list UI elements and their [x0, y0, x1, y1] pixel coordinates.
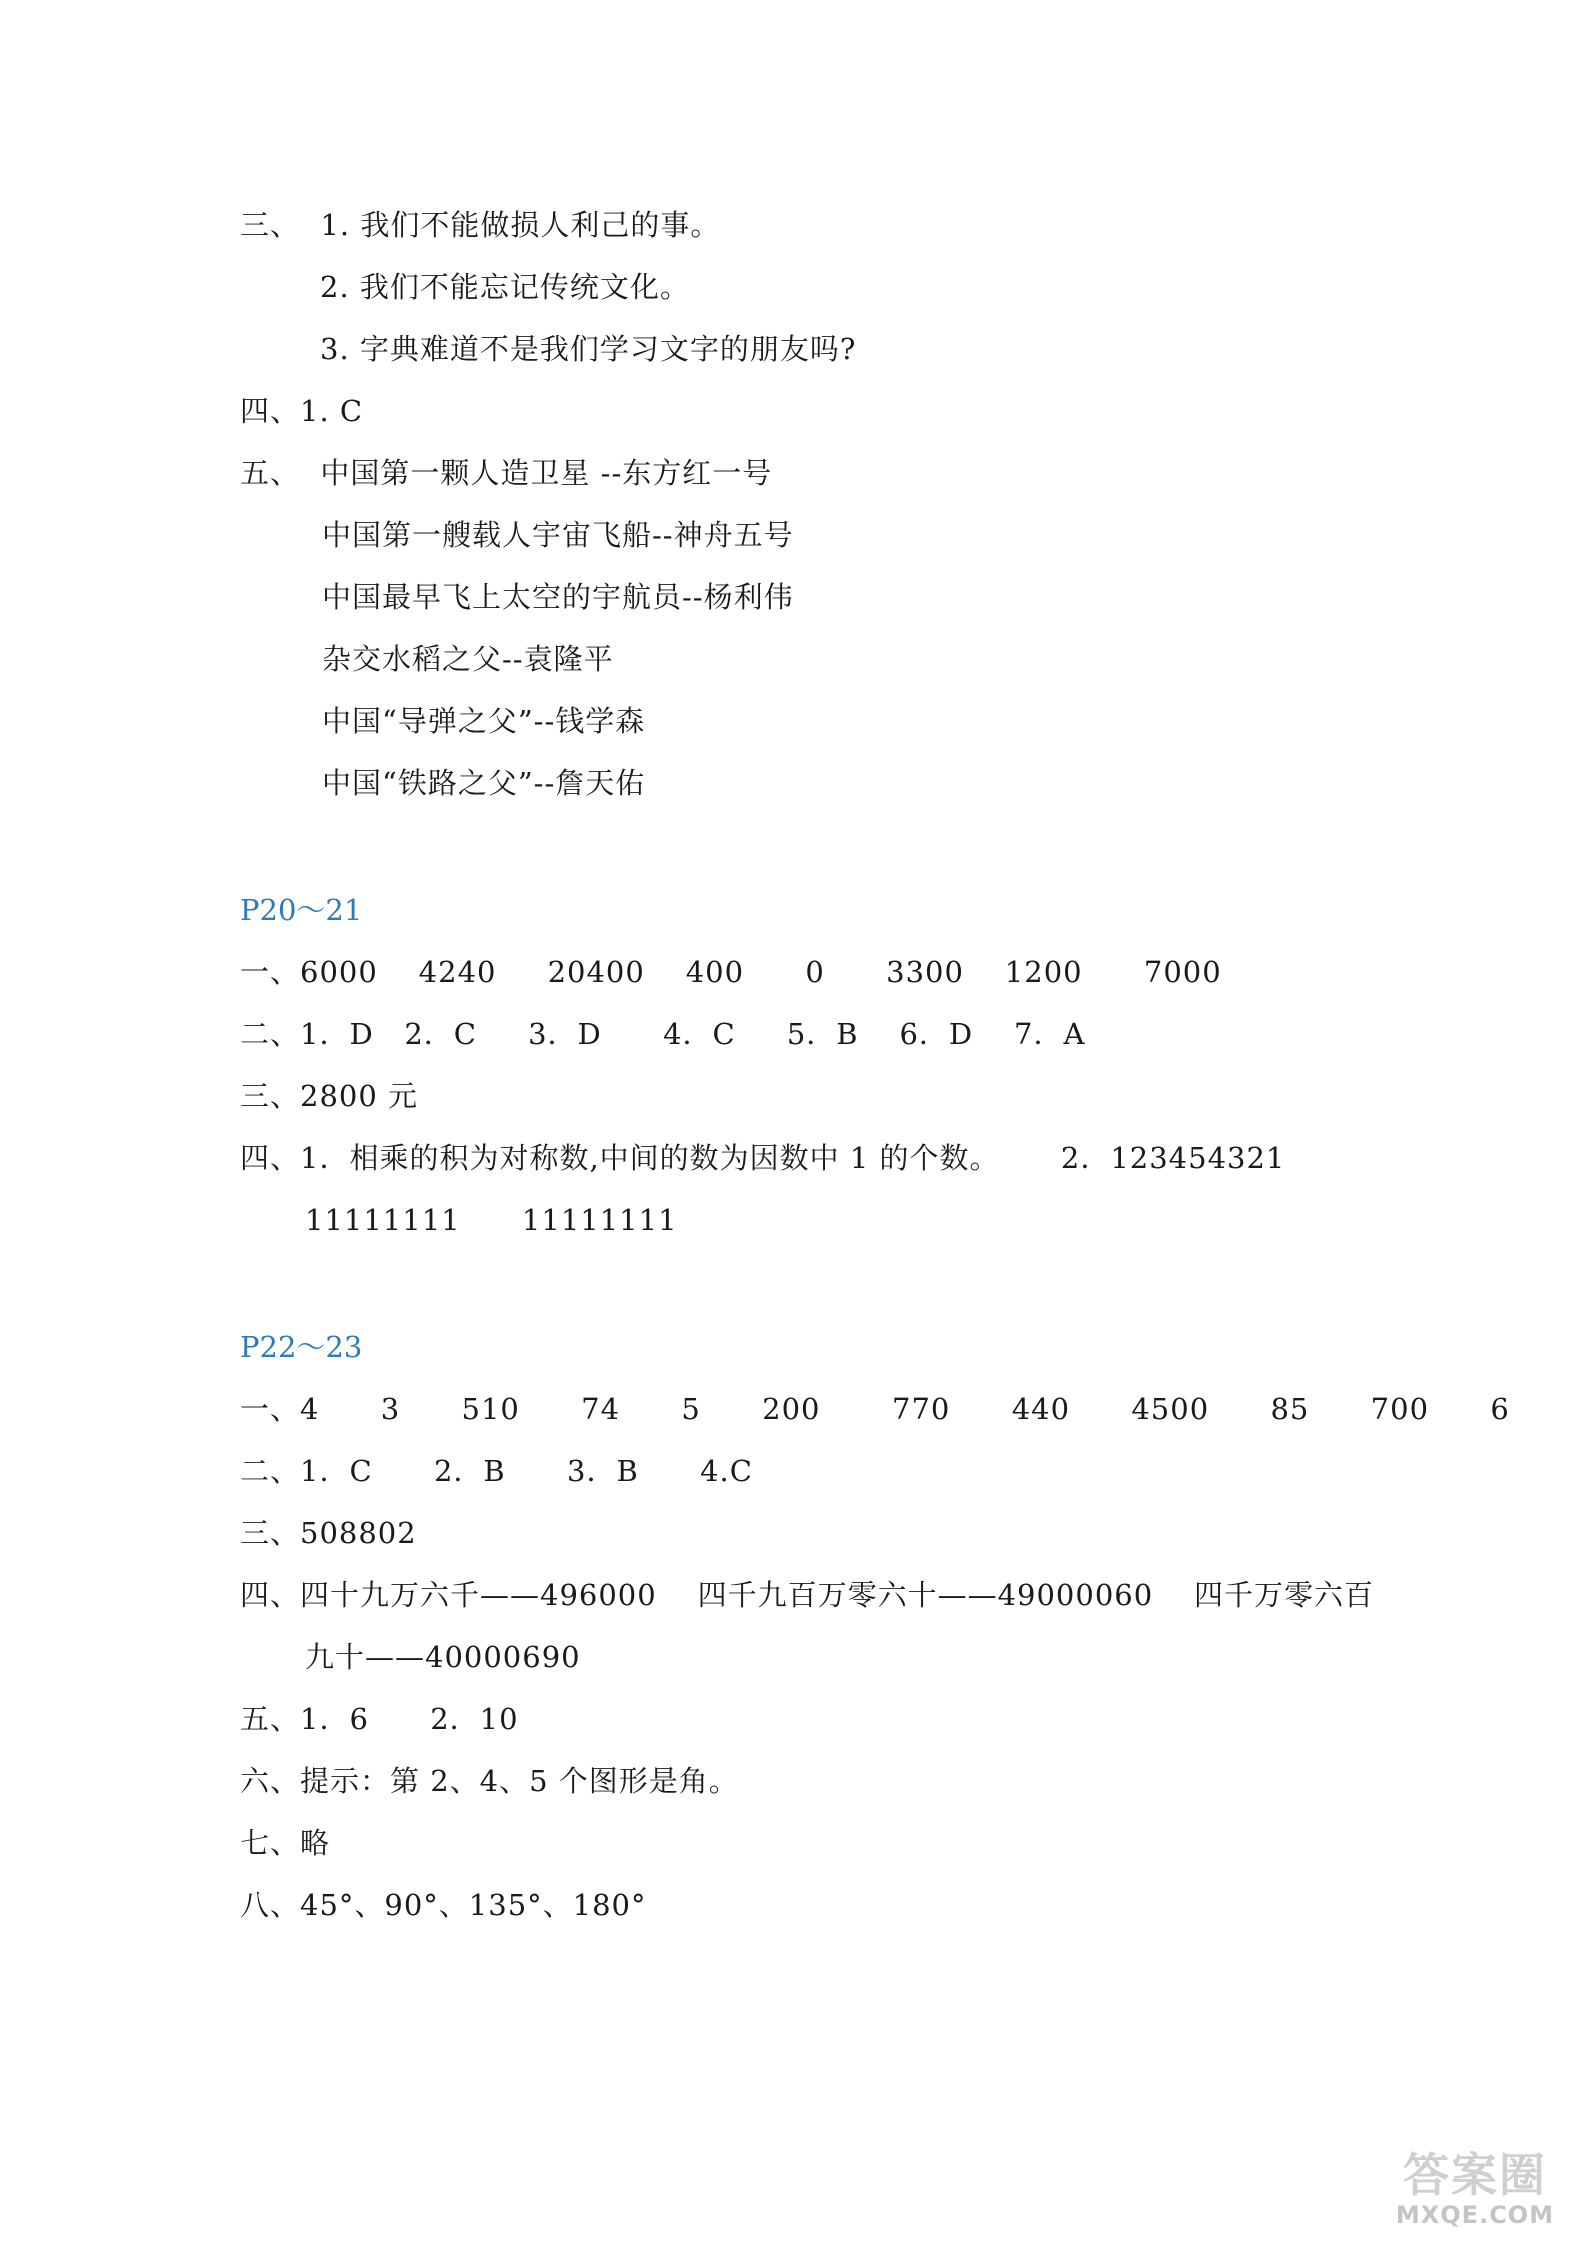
p20-section-3: 三、2800 元: [240, 1079, 419, 1113]
p22-section-2: 二、1．C 2．B 3．B 4.C: [240, 1454, 753, 1488]
p22-section-8: 八、45°、90°、135°、180°: [240, 1888, 647, 1922]
site-watermark: [1375, 2149, 1575, 2237]
section-3-line-3: 3. 字典难道不是我们学习文字的朋友吗?: [320, 332, 857, 366]
watermark-url: MXQE.COM: [1395, 2201, 1555, 2229]
p22-section-5: 五、1．6 2．10: [240, 1702, 519, 1736]
p22-section-4-line-2: 九十——40000690: [305, 1640, 581, 1674]
p22-section-4-line-1: 四、四十九万六千——496000 四千九百万零六十——49000060 四千万零六百: [240, 1578, 1375, 1612]
page-range-heading-p20-21: P20～21: [240, 893, 363, 927]
watermark-logo: 答案圈: [1403, 2148, 1547, 2202]
section-5-line-2: 中国第一艘载人宇宙飞船--神舟五号: [322, 518, 794, 552]
p20-section-2: 二、1．D 2．C 3．D 4．C 5．B 6．D 7．A: [240, 1017, 1086, 1051]
section-5-line-1: 五、 中国第一颗人造卫星 --东方红一号: [240, 456, 773, 490]
p22-section-6: 六、提示：第 2、4、5 个图形是角。: [240, 1764, 739, 1798]
section-3-line-2: 2. 我们不能忘记传统文化。: [320, 270, 690, 304]
section-5-line-6: 中国“铁路之父”--詹天佑: [322, 766, 646, 800]
p22-section-7: 七、略: [240, 1826, 331, 1860]
p20-section-4-line-2: 11111111 11111111: [305, 1203, 678, 1237]
page-range-heading-p22-23: P22～23: [240, 1330, 363, 1364]
p20-section-1: 一、6000 4240 20400 400 0 3300 1200 7000: [240, 955, 1222, 989]
section-4-line: 四、1. C: [240, 394, 364, 428]
section-3-line-1: 三、 1. 我们不能做损人利己的事。: [240, 208, 721, 242]
p22-section-1: 一、4 3 510 74 5 200 770 440 4500 85 700 6: [240, 1392, 1510, 1426]
section-5-line-5: 中国“导弹之父”--钱学森: [322, 704, 646, 738]
p20-section-4-line-1: 四、1．相乘的积为对称数,中间的数为因数中 1 的个数。 2．123454321: [240, 1141, 1286, 1175]
section-5-line-4: 杂交水稻之父--袁隆平: [322, 642, 614, 676]
p22-section-3: 三、508802: [240, 1516, 417, 1550]
section-5-line-3: 中国最早飞上太空的宇航员--杨利伟: [322, 580, 794, 614]
